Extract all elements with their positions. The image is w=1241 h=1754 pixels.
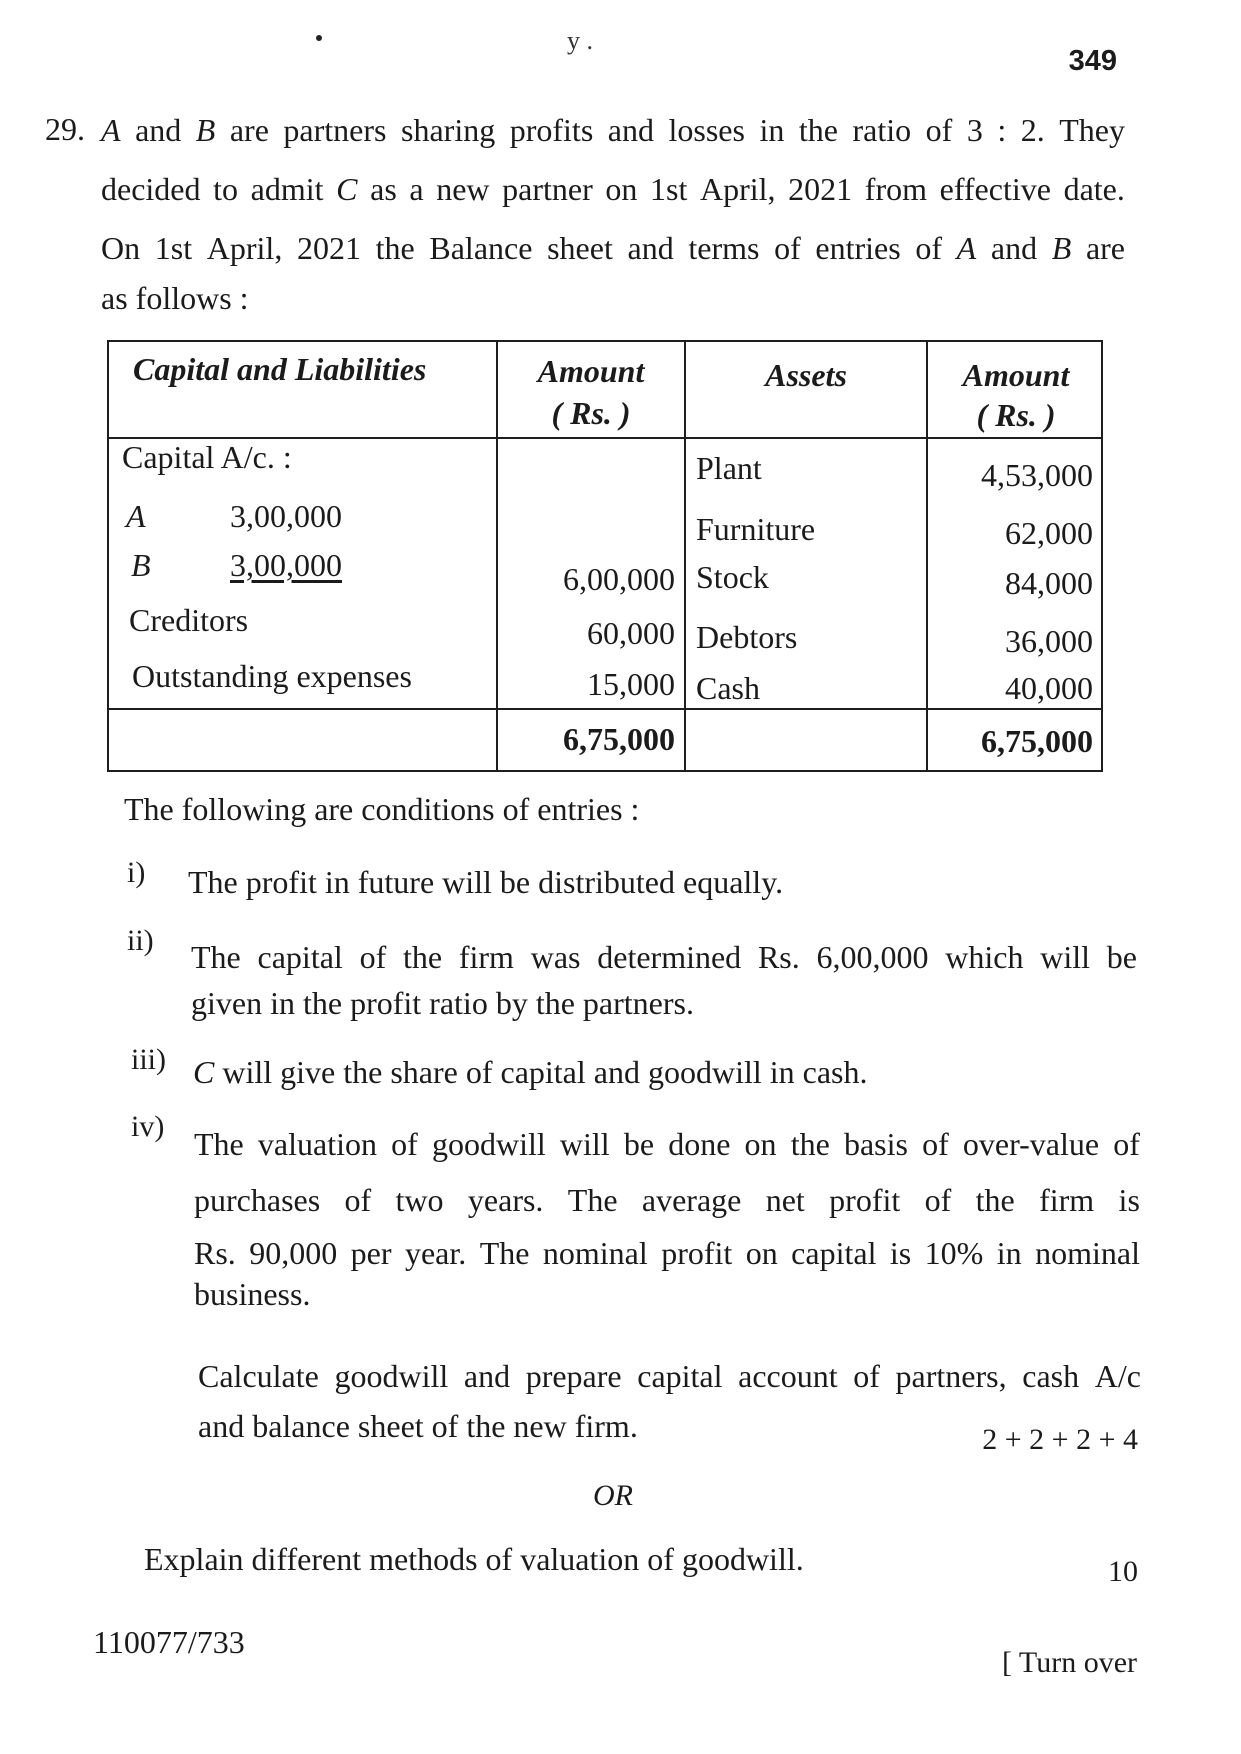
word: of bbox=[922, 1126, 949, 1162]
word: valuation bbox=[257, 1126, 377, 1162]
word: year. bbox=[404, 1235, 467, 1271]
word: They bbox=[1059, 112, 1125, 148]
header-assets: Assets bbox=[765, 357, 847, 393]
word: purchases bbox=[194, 1182, 321, 1218]
word: nominal bbox=[1035, 1235, 1140, 1271]
asset-label: Furniture bbox=[696, 511, 816, 547]
word: On bbox=[101, 230, 141, 266]
condition-line bbox=[191, 940, 1137, 974]
word: distributed bbox=[538, 864, 675, 900]
intro-line bbox=[101, 172, 1125, 206]
word: the bbox=[535, 985, 575, 1021]
word: capital bbox=[791, 1235, 877, 1271]
condition-number: iv) bbox=[131, 1110, 165, 1143]
or-separator: OR bbox=[593, 1479, 633, 1512]
asset-amount: 4,53,000 bbox=[981, 457, 1093, 493]
partner-name: A bbox=[126, 498, 146, 534]
asset-label: Stock bbox=[696, 559, 769, 595]
balance-sheet-table bbox=[107, 340, 1103, 772]
word: firm bbox=[458, 939, 514, 975]
alternative-marks: 10 bbox=[1108, 1555, 1138, 1588]
word: profit bbox=[829, 1182, 901, 1218]
word: 6,00,000 bbox=[816, 939, 929, 975]
word: April, bbox=[699, 171, 776, 207]
word: net bbox=[765, 1182, 805, 1218]
word: basis bbox=[843, 1126, 908, 1162]
word: 1st bbox=[650, 171, 688, 207]
word: goodwill bbox=[647, 1054, 762, 1090]
word: be bbox=[623, 1126, 655, 1162]
word: date. bbox=[1063, 171, 1125, 207]
word: the bbox=[343, 1054, 383, 1090]
word: 2021 bbox=[788, 171, 853, 207]
word: will bbox=[442, 864, 492, 900]
condition-line bbox=[194, 1277, 310, 1311]
word: new bbox=[513, 1408, 567, 1444]
turn-over-note: [ Turn over bbox=[1001, 1646, 1137, 1679]
asset-amount: 40,000 bbox=[1005, 670, 1093, 706]
word: losses bbox=[668, 112, 745, 148]
word: ratio bbox=[852, 112, 912, 148]
header-amount: Amount bbox=[537, 353, 645, 389]
word: are bbox=[229, 112, 269, 148]
word: determined bbox=[597, 939, 742, 975]
question-number: 29. bbox=[45, 111, 85, 147]
word: sheet bbox=[547, 230, 613, 266]
word: sheet bbox=[357, 1408, 424, 1444]
header-currency: ( Rs. ) bbox=[551, 395, 631, 431]
word: The bbox=[567, 1182, 618, 1218]
partner-capital: 3,00,000 bbox=[230, 547, 342, 583]
task-line bbox=[198, 1409, 638, 1443]
word: decided bbox=[101, 171, 201, 207]
asset-label: Debtors bbox=[696, 619, 798, 655]
word: two bbox=[395, 1182, 444, 1218]
word: on bbox=[745, 1235, 778, 1271]
word: of bbox=[774, 230, 801, 266]
task-line bbox=[198, 1359, 1141, 1393]
word: given bbox=[191, 985, 263, 1021]
word: of bbox=[465, 1054, 493, 1090]
word: the bbox=[375, 230, 415, 266]
capital-account-label: Capital A/c. : bbox=[122, 439, 292, 475]
word: of bbox=[344, 1182, 372, 1218]
word: and bbox=[593, 1054, 640, 1090]
word: the bbox=[790, 1126, 830, 1162]
word: give bbox=[280, 1054, 336, 1090]
condition-line bbox=[193, 1055, 868, 1089]
paper-code: 110077/733 bbox=[93, 1624, 245, 1660]
word: on bbox=[744, 1126, 777, 1162]
word: the bbox=[975, 1182, 1015, 1218]
word: account bbox=[738, 1358, 838, 1394]
word: to bbox=[213, 171, 239, 207]
intro-line bbox=[101, 231, 1125, 265]
word: and bbox=[627, 230, 674, 266]
word: Balance bbox=[429, 230, 533, 266]
liabilities-total: 6,75,000 bbox=[563, 721, 675, 757]
word: the bbox=[798, 112, 838, 148]
word: profit bbox=[350, 985, 422, 1021]
word: of bbox=[1113, 1126, 1140, 1162]
liability-amount: 15,000 bbox=[587, 666, 675, 702]
word: which bbox=[945, 939, 1024, 975]
word: be bbox=[1106, 939, 1137, 975]
word: capital bbox=[257, 939, 343, 975]
word: business. bbox=[194, 1276, 311, 1312]
word: of bbox=[924, 1182, 952, 1218]
word: A bbox=[101, 112, 121, 148]
intro-line bbox=[101, 113, 1125, 147]
word: 2021 bbox=[296, 230, 361, 266]
header-amount: Amount bbox=[962, 357, 1070, 393]
partner-capital: 3,00,000 bbox=[230, 498, 342, 534]
condition-line bbox=[191, 986, 694, 1020]
word: and bbox=[198, 1408, 245, 1444]
word: firm. bbox=[574, 1408, 638, 1444]
word: Calculate bbox=[198, 1358, 319, 1394]
word: profits bbox=[509, 112, 594, 148]
word: cash. bbox=[802, 1054, 868, 1090]
word: Rs. bbox=[757, 939, 800, 975]
word: as bbox=[101, 280, 128, 316]
word: sharing bbox=[401, 112, 496, 148]
word: B bbox=[195, 112, 216, 148]
conditions-heading: The following are conditions of entries : bbox=[124, 791, 640, 827]
word: years. bbox=[467, 1182, 544, 1218]
word: of bbox=[915, 230, 943, 266]
word: over-value bbox=[962, 1126, 1100, 1162]
scan-speck bbox=[316, 35, 322, 41]
word: partners. bbox=[582, 985, 694, 1021]
word: per bbox=[350, 1235, 392, 1271]
word: the bbox=[302, 985, 343, 1021]
total-rule bbox=[109, 708, 1101, 710]
word: share bbox=[390, 1054, 458, 1090]
word: in bbox=[270, 985, 295, 1021]
word: are bbox=[1085, 230, 1125, 266]
condition-line bbox=[194, 1183, 1140, 1217]
word: capital bbox=[500, 1054, 586, 1090]
word: prepare bbox=[525, 1358, 622, 1394]
header-liabilities: Capital and Liabilities bbox=[133, 351, 427, 387]
stray-mark: y . bbox=[567, 26, 593, 55]
capital-total-amount: 6,00,000 bbox=[563, 561, 675, 597]
word: the bbox=[402, 939, 443, 975]
asset-amount: 84,000 bbox=[1005, 565, 1093, 601]
word: and bbox=[135, 112, 182, 148]
condition-number: iii) bbox=[131, 1043, 166, 1076]
word: follows bbox=[135, 280, 232, 316]
asset-label: Plant bbox=[696, 450, 762, 486]
word: 2. bbox=[1020, 112, 1045, 148]
word: equally. bbox=[683, 864, 784, 900]
word: partner bbox=[502, 171, 593, 207]
word: in bbox=[769, 1054, 795, 1090]
word: be bbox=[499, 864, 531, 900]
word: will bbox=[1040, 939, 1091, 975]
word: capital bbox=[637, 1358, 723, 1394]
word: in bbox=[996, 1235, 1022, 1271]
word: future bbox=[357, 864, 435, 900]
word: is bbox=[889, 1235, 912, 1271]
word: a bbox=[409, 171, 424, 207]
word: C bbox=[336, 171, 358, 207]
word: balance bbox=[252, 1408, 350, 1444]
word: new bbox=[436, 171, 490, 207]
word: The bbox=[188, 864, 238, 900]
word: B bbox=[1051, 230, 1072, 266]
word: entries bbox=[815, 230, 901, 266]
word: done bbox=[668, 1126, 731, 1162]
liability-label: Outstanding expenses bbox=[132, 658, 412, 694]
condition-line bbox=[194, 1127, 1140, 1161]
word: as bbox=[370, 171, 397, 207]
partner-name: B bbox=[131, 547, 151, 583]
word: admit bbox=[250, 171, 324, 207]
word: and bbox=[990, 230, 1038, 266]
word: of bbox=[925, 112, 953, 148]
word: partners bbox=[283, 112, 387, 148]
word: profit bbox=[661, 1235, 733, 1271]
word: firm bbox=[1039, 1182, 1095, 1218]
word: was bbox=[530, 939, 581, 975]
condition-line bbox=[194, 1236, 1140, 1270]
marks-breakdown: 2 + 2 + 2 + 4 bbox=[982, 1423, 1138, 1456]
word: The bbox=[194, 1126, 244, 1162]
assets-total: 6,75,000 bbox=[981, 723, 1093, 759]
word: : bbox=[239, 280, 249, 316]
word: ratio bbox=[429, 985, 488, 1021]
word: The bbox=[479, 1235, 530, 1271]
word: A/c bbox=[1094, 1358, 1141, 1394]
word: C bbox=[193, 1054, 215, 1090]
word: in bbox=[759, 112, 785, 148]
word: of bbox=[391, 1126, 418, 1162]
page-number: 349 bbox=[1068, 45, 1117, 77]
word: terms bbox=[688, 230, 760, 266]
word: profit bbox=[245, 864, 317, 900]
word: : bbox=[997, 112, 1007, 148]
word: in bbox=[324, 864, 350, 900]
word: 3 bbox=[966, 112, 983, 148]
asset-amount: 36,000 bbox=[1005, 623, 1093, 659]
word: the bbox=[466, 1408, 506, 1444]
condition-number: ii) bbox=[127, 924, 154, 957]
word: goodwill bbox=[431, 1126, 546, 1162]
word: partners, bbox=[895, 1358, 1007, 1394]
word: of bbox=[853, 1358, 880, 1394]
word: April, bbox=[206, 230, 283, 266]
word: and bbox=[607, 112, 654, 148]
word: 90,000 bbox=[249, 1235, 338, 1271]
word: of bbox=[359, 939, 387, 975]
word: and bbox=[463, 1358, 511, 1394]
word: goodwill bbox=[334, 1358, 449, 1394]
intro-line bbox=[101, 281, 249, 315]
condition-number: i) bbox=[127, 856, 146, 889]
word: Rs. bbox=[194, 1235, 236, 1271]
word: of bbox=[431, 1408, 459, 1444]
word: is bbox=[1118, 1182, 1140, 1218]
word: will bbox=[559, 1126, 610, 1162]
asset-label: Cash bbox=[696, 670, 760, 706]
word: average bbox=[641, 1182, 742, 1218]
word: nominal bbox=[542, 1235, 648, 1271]
liability-amount: 60,000 bbox=[587, 615, 675, 651]
condition-line bbox=[188, 865, 783, 899]
word: cash bbox=[1022, 1358, 1080, 1394]
word: on bbox=[605, 171, 638, 207]
word: The bbox=[191, 939, 241, 975]
alternative-question: Explain different methods of valuation of goodwill. bbox=[144, 1541, 804, 1577]
header-currency: ( Rs. ) bbox=[976, 397, 1056, 433]
word: 10% bbox=[924, 1235, 984, 1271]
word: from bbox=[864, 171, 927, 207]
word: A bbox=[956, 230, 977, 266]
word: will bbox=[222, 1054, 273, 1090]
asset-amount: 62,000 bbox=[1005, 515, 1093, 551]
word: effective bbox=[939, 171, 1051, 207]
liability-label: Creditors bbox=[129, 602, 249, 638]
word: by bbox=[495, 985, 528, 1021]
word: 1st bbox=[154, 230, 193, 266]
